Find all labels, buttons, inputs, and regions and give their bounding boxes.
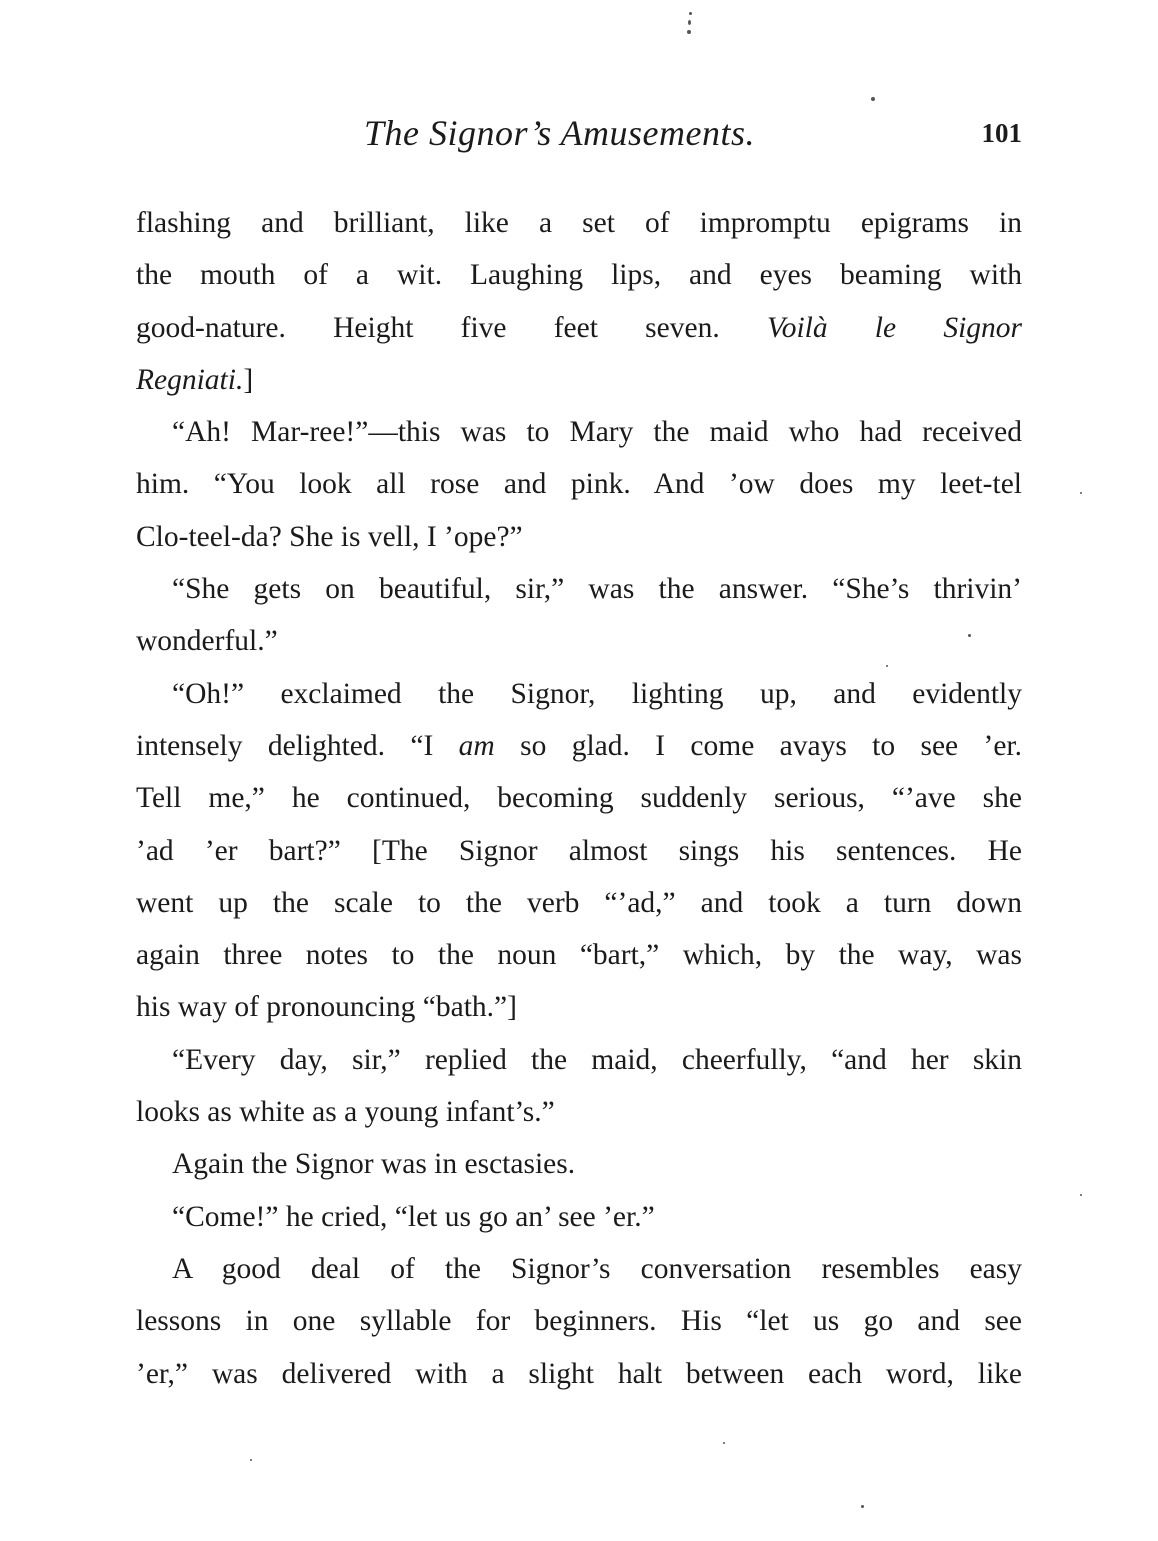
text-line: him. “You look all rose and pink. And ’ow does my leet-tel	[136, 468, 1022, 501]
text-line: “Come!” he cried, “let us go an’ see ’er.”	[172, 1200, 655, 1233]
text-line: Tell me,” he continued, becoming suddenly serious, “’ave she	[136, 782, 1022, 815]
text-line: A good deal of the Signor’s conversation resembles easy	[172, 1252, 1022, 1285]
text-line: Regniati.]	[136, 363, 254, 396]
scan-speck	[1080, 492, 1082, 494]
text-line: looks as white as a young infant’s.”	[136, 1096, 555, 1129]
scan-speck	[968, 634, 971, 637]
text-line: “Every day, sir,” replied the maid, cheerfully, “and her skin	[172, 1043, 1022, 1076]
scan-speck	[723, 1442, 725, 1444]
text-line: flashing and brilliant, like a set of impromptu epigrams in	[136, 207, 1022, 239]
body-text	[136, 197, 1022, 1400]
text-line: again three notes to the noun “bart,” which, by the way, was	[136, 939, 1022, 972]
running-title: The Signor’s Amusements.	[364, 113, 756, 153]
text-line: wonderful.”	[136, 625, 278, 658]
scan-speck	[886, 665, 888, 667]
text-line: his way of pronouncing “bath.”]	[136, 991, 517, 1024]
text-line: “Ah! Mar-ree!”—this was to Mary the maid who had received	[172, 416, 1022, 449]
text-line: ’ad ’er bart?” [The Signor almost sings his sentences. He	[136, 834, 1022, 867]
scan-speck	[861, 1505, 864, 1508]
text-line: lessons in one syllable for beginners. His “let us go and see	[136, 1305, 1022, 1338]
text-line: ’er,” was delivered with a slight halt between each word, like	[136, 1357, 1022, 1390]
text-line: “Oh!” exclaimed the Signor, lighting up, and evidently	[172, 677, 1022, 710]
text-line: “She gets on beautiful, sir,” was the answer. “She’s thrivin’	[172, 573, 1022, 606]
scan-speck	[1080, 1194, 1082, 1196]
text-line: good-nature. Height five feet seven. Voilà le Signor	[136, 311, 1022, 344]
text-line: went up the scale to the verb “’ad,” and took a turn down	[136, 886, 1022, 919]
scan-speck	[688, 20, 691, 25]
text-line: intensely delighted. “I am so glad. I come avays to see ’er.	[136, 729, 1022, 762]
text-line: the mouth of a wit. Laughing lips, and eyes beaming with	[136, 259, 1022, 292]
page-number: 101	[981, 118, 1022, 148]
page-header	[136, 112, 1022, 162]
text-line: Clo-teel-da? She is vell, I ’ope?”	[136, 520, 523, 553]
text-line: Again the Signor was in esctasies.	[172, 1148, 576, 1181]
scan-speck	[687, 30, 691, 34]
scan-speck	[871, 97, 875, 101]
scan-speck	[689, 12, 692, 15]
scan-speck	[250, 1459, 252, 1461]
